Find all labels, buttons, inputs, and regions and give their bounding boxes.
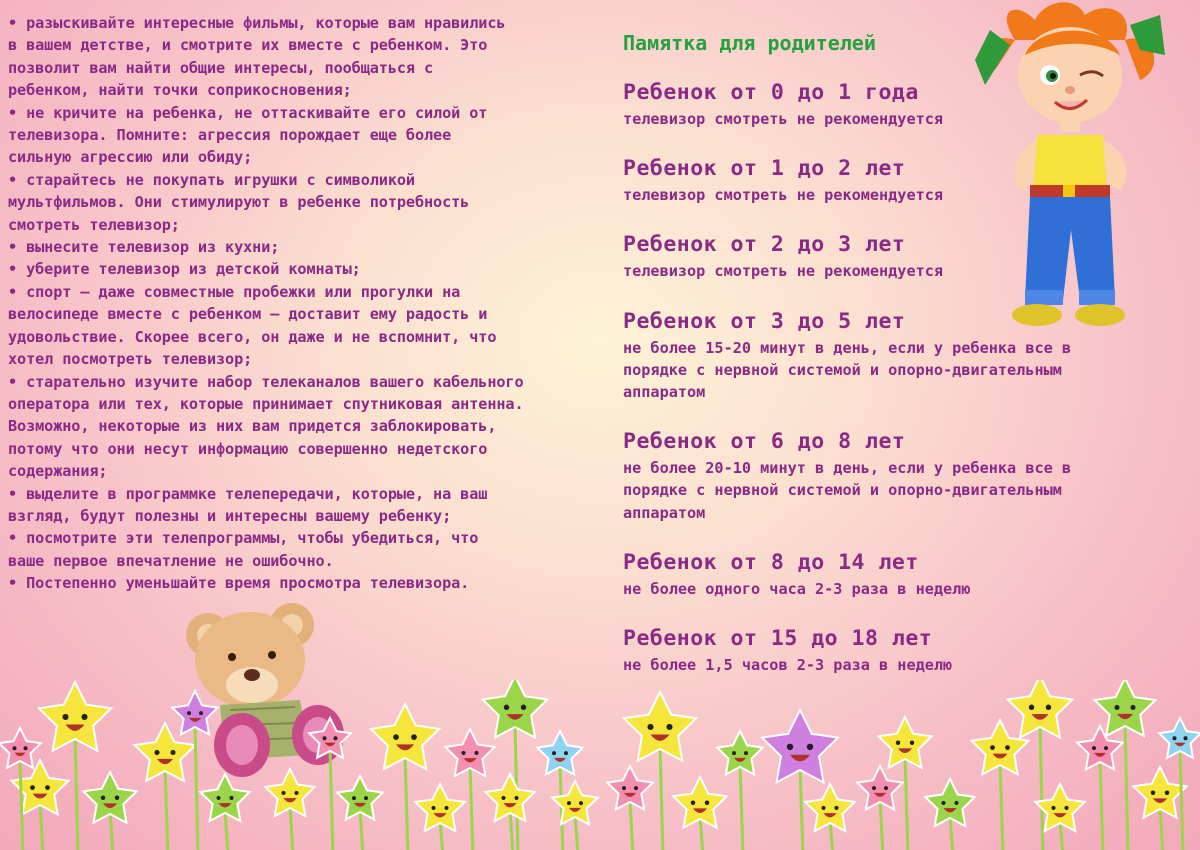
advice-line: • посмотрите эти телепрограммы, чтобы убедиться, что [8,529,479,548]
star-eye [705,801,709,805]
star-eye [504,705,509,710]
star-eye [1184,736,1188,740]
advice-line: велосипеде вместе с ребенком — доставит ему радость и [8,305,488,324]
age-recommendation: не более одного часа 2-3 раза в неделю [623,579,971,598]
advice-line: ваше первое впечатление не ошибочно. [8,551,334,570]
age-recommendation: телевизор смотреть не рекомендуется [623,186,944,205]
smiling-star-icon [673,777,726,828]
advice-line: Возможно, некоторые из них вам придется заблокировать, [8,417,497,436]
star-eye [1005,745,1010,750]
star-eye [154,750,159,755]
star-eye [187,711,191,715]
star-eye [216,796,220,800]
star-eye [1029,705,1034,710]
star-eye [334,736,338,740]
smiling-star-icon [878,717,931,768]
star-eye [732,751,736,755]
star-eye [1165,791,1169,795]
star-eye [1114,705,1119,710]
star-eye [910,741,914,745]
star-eye [170,750,175,755]
star-eye [1151,791,1155,795]
age-block [623,624,1183,676]
star-eye [691,801,695,805]
flower-stem [905,756,908,850]
star-eye [461,751,465,755]
flower-stem [20,759,23,850]
advice-line: • уберите телевизор из детской комнаты; [8,260,361,279]
flower-stem [470,765,473,850]
age-recommendation: телевизор смотреть не рекомендуется [623,110,944,128]
flower-stem [405,754,408,850]
flower-stem [575,815,578,850]
advice-line: оператора или тех, которые принимает спутниковая антенна. [8,394,524,413]
star-eye [821,806,825,810]
smiling-star-icon [607,766,653,809]
star-eye [501,796,505,800]
flower-stem [630,800,633,850]
age-block [623,548,1183,600]
cartoon-girl-illustration [975,0,1170,330]
age-heading: Ребенок от 15 до 18 лет [623,626,933,652]
smiling-star-icon [1077,726,1123,769]
smiling-star-icon [717,731,763,774]
star-eye [24,746,28,750]
flower-stem [195,725,198,850]
star-eye [474,751,478,755]
flower-stem [40,802,43,850]
age-heading: Ребенок от 3 до 5 лет [623,308,906,334]
star-eye [30,785,35,790]
advice-line: • старательно изучите набор телеканалов вашего кабельного [8,372,524,391]
advice-line: • старайтесь не покупать игрушки с символикой [8,170,415,189]
advice-line: • разыскивайте интересные фильмы, которые вам нравились [8,14,506,32]
age-block [623,427,1183,524]
star-eye [634,786,638,790]
star-eye [431,806,435,810]
smiling-star-icon [172,691,218,734]
flower-stem [75,735,78,850]
star-eye [834,806,838,810]
age-recommendation: не более 20-10 минут в день, если у ребенка все в [623,459,1072,478]
star-eye [896,741,900,745]
advice-line: ребенком, найти точки соприкосновения; [8,81,352,100]
flower-stem [330,749,333,850]
flower-stem [740,765,743,850]
smiling-star-icon [0,728,41,768]
star-eye [393,734,399,740]
star-eye [45,785,50,790]
age-recommendation: телевизор смотреть не рекомендуется [623,262,944,281]
star-eye [199,711,203,715]
star-eye [411,734,417,740]
star-eye [323,736,327,740]
star-eye [744,751,748,755]
flower-stem [510,810,513,850]
memo-title: Памятка для родителей [623,31,876,55]
smiling-stars-flowers-illustration [0,680,1200,850]
star-eye [352,796,356,800]
age-heading: Ребенок от 1 до 2 лет [623,156,906,182]
star-eye [1064,806,1068,810]
smiling-star-icon [309,718,351,758]
star-eye [364,796,368,800]
flower-stem [225,810,228,850]
star-eye [564,751,568,755]
star-eye [81,714,87,720]
advice-line: содержания; [8,462,108,481]
star-eye [115,796,119,800]
age-recommendation: порядке с нервной системой и опорно-двигательным [623,360,1062,379]
star-eye [647,724,653,730]
advice-line: • не кричите на ребенка, не оттаскивайте его силой от [8,103,488,122]
star-eye [622,786,626,790]
advice-line: хотел посмотреть телевизор; [8,350,253,369]
flower-stem [1100,760,1103,850]
advice-line: • спорт — даже совместные пробежки или прогулки на [8,282,461,301]
flower-stem [660,745,663,850]
smiling-star-icon [485,774,534,821]
flower-stem [110,811,113,850]
star-eye [1173,736,1177,740]
smiling-star-icon [857,766,903,809]
star-eye [62,714,68,720]
advice-line: мультфильмов. Они стимулируют в ребенке потребность [8,193,470,212]
star-eye [521,705,526,710]
advice-line: • Постепенно уменьшайте время просмотра телевизора. [8,574,470,593]
age-heading: Ребенок от 0 до 1 года [623,80,919,105]
advice-line: потому что они несут информацию совершенно недетского [8,439,488,458]
smiling-star-icon [445,729,494,776]
advice-line: позволит вам найти общие интересы, пообщаться с [8,58,434,77]
star-eye [229,796,233,800]
smiling-star-icon [415,784,464,831]
flower-stem [1000,762,1003,850]
star-eye [579,801,583,805]
star-eye [1046,705,1051,710]
star-eye [294,791,298,795]
star-eye [1092,746,1096,750]
star-eye [941,801,945,805]
age-recommendation: не более 1,5 часов 2-3 раза в неделю [623,656,953,675]
flower-stem [1180,749,1183,850]
smiling-star-icon [805,784,854,831]
age-recommendation: порядке с нервной системой и опорно-двигательным [623,481,1062,500]
star-eye [787,744,793,750]
flower-stem [950,815,953,850]
age-recommendation: аппаратом [623,383,706,402]
smiling-star-icon [337,776,383,819]
age-recommendation: не более 15-20 минут в день, если у ребенка все в [623,338,1072,357]
age-heading: Ребенок от 2 до 3 лет [623,232,906,258]
flower-stem [360,810,363,850]
age-heading: Ребенок от 6 до 8 лет [623,429,906,455]
star-eye [101,796,105,800]
smiling-star-icon [925,779,974,826]
star-eye [807,744,813,750]
star-eye [567,801,571,805]
age-recommendation: аппаратом [623,503,706,522]
advice-line: удовольствие. Скорее всего, он даже и не вспомнит, что [8,327,497,346]
star-eye [281,791,285,795]
star-eye [444,806,448,810]
star-eye [954,801,958,805]
flower-stem [880,800,883,850]
smiling-star-icon [552,781,598,824]
smiling-star-icon [200,774,249,821]
advice-line: • выделите в программке телепередачи, которые, на ваш [8,484,488,503]
smiling-star-icon [83,772,136,823]
star-eye [1130,705,1135,710]
advice-line: смотреть телевизор; [8,215,180,234]
flower-stem [165,768,168,850]
left-text-column [8,12,598,595]
advice-line: в вашем детстве, и смотрите их вместе с ребенком. Это [8,36,488,55]
smiling-star-icon [1159,718,1200,758]
star-eye [514,796,518,800]
advice-line: сильную агрессию или обиду; [8,148,253,167]
smiling-star-icon [265,769,314,816]
flower-stem [1160,806,1163,850]
star-eye [872,786,876,790]
advice-line: телевизора. Помните: агрессия порождает еще более [8,126,452,145]
star-eye [552,751,556,755]
star-eye [1104,746,1108,750]
flower-stem [1040,724,1043,850]
advice-line: взгляд, будут полезны и интересны вашему ребенку; [8,506,452,525]
smiling-star-icon [537,731,583,774]
flower-stem [290,805,293,850]
advice-line: • вынесите телевизор из кухни; [8,238,280,257]
star-eye [13,746,17,750]
star-eye [666,724,672,730]
smiling-star-icon [1133,767,1186,818]
star-eye [990,745,995,750]
star-eye [884,786,888,790]
flower-stem [1125,723,1128,850]
age-heading: Ребенок от 8 до 14 лет [623,549,919,575]
star-eye [1051,806,1055,810]
flower-stem [800,766,803,850]
